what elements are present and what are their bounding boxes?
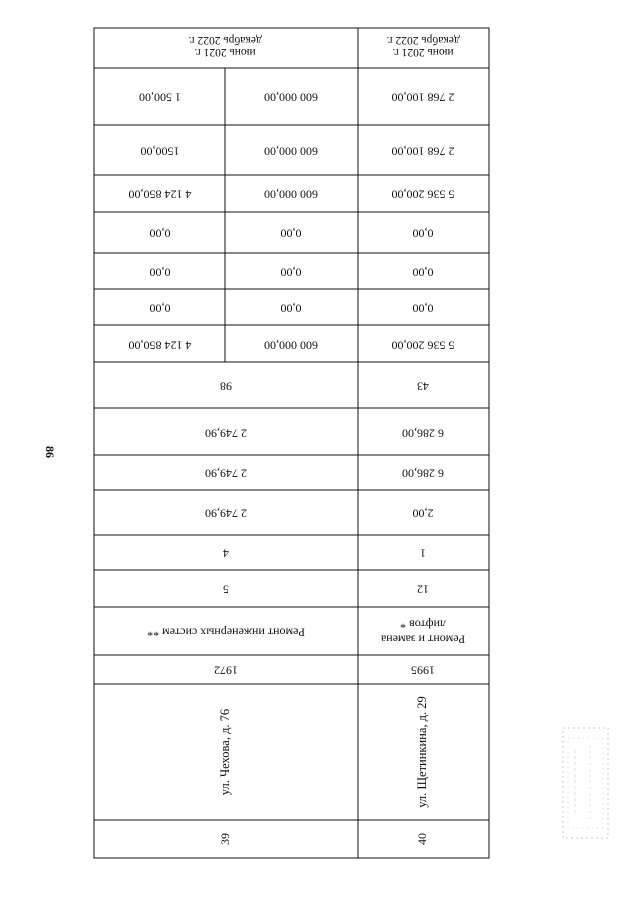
cell-zero: 0,00 <box>280 226 302 241</box>
cell-cost-total: 4 124 850,00 <box>128 338 192 353</box>
cell-year: 1995 <box>411 663 435 678</box>
cell-zero: 0,00 <box>412 265 434 280</box>
cell-sum-a: 4 124 850,00 <box>128 187 192 202</box>
cell-zero: 0,00 <box>149 301 171 316</box>
cell-unit-d: 600 000,00 <box>264 90 318 105</box>
cell-unit-c: 2 768 100,00 <box>391 90 455 105</box>
cell-area-2: 2 749,90 <box>205 466 247 481</box>
page-number: 86 <box>43 446 57 458</box>
cell-col-5: 5 <box>223 582 229 597</box>
cell-work: Ремонт инженерных систем ** <box>147 625 305 640</box>
cell-work-line-1: Ремонт и замена <box>380 632 466 647</box>
header-period-right-2: декабрь 2022 г. <box>386 34 460 46</box>
cell-area: 2,00 <box>412 506 434 521</box>
cell-zero: 0,00 <box>412 301 434 316</box>
cell-unit-a: 1500,00 <box>140 144 180 159</box>
cell-area-2: 6 286,00 <box>402 466 444 481</box>
cell-unit-a: 2 768 100,00 <box>391 144 455 159</box>
cell-col-4: 4 <box>223 546 229 561</box>
cell-cost-total: 5 536 200,00 <box>391 338 455 353</box>
header-period-left-2: декабрь 2022 г. <box>188 34 262 46</box>
cell-number: 40 <box>414 833 429 845</box>
cell-residents: 43 <box>417 379 429 394</box>
cell-sum-b: 600 000,00 <box>264 187 318 202</box>
header-period-left-1: июнь 2021 г. <box>194 46 256 58</box>
cell-residents: 98 <box>220 379 232 394</box>
cell-unit-b: 600 000,00 <box>264 144 318 159</box>
cell-cost-a: 600 000,00 <box>264 338 318 353</box>
cell-address: ул. Щетинкина, д. 29 <box>414 696 429 808</box>
cell-area-3: 6 286,00 <box>402 426 444 441</box>
cell-zero: 0,00 <box>149 226 171 241</box>
cell-zero: 0,00 <box>280 301 302 316</box>
cell-number: 39 <box>217 833 232 845</box>
cell-zero: 0,00 <box>412 226 434 241</box>
header-period-right-1: июнь 2021 г. <box>392 46 454 58</box>
cell-col-4: 1 <box>420 546 426 561</box>
cell-area: 2 749,90 <box>205 506 247 521</box>
cell-sum-a: 5 536 200,00 <box>391 187 455 202</box>
cell-work-line-2: лифтов * <box>400 617 446 632</box>
cell-unit-c: 1 500,00 <box>139 90 181 105</box>
cell-address: ул. Чехова, д. 76 <box>217 708 232 796</box>
cell-area-3: 2 749,90 <box>205 426 247 441</box>
cell-zero: 0,00 <box>149 265 171 280</box>
cell-zero: 0,00 <box>280 265 302 280</box>
cell-col-5: 12 <box>417 582 429 597</box>
cell-year: 1972 <box>214 663 238 678</box>
